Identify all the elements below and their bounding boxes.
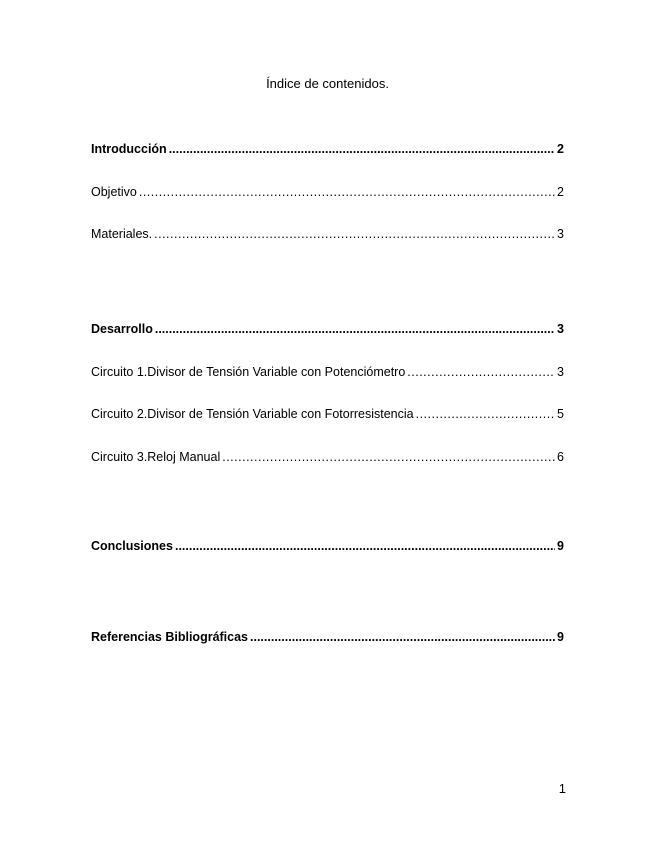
toc-leader-dots [250,629,555,645]
toc-entry-desarrollo[interactable] [91,321,564,337]
toc-leader-dots [139,184,555,200]
toc-entry-objetivo[interactable] [91,184,564,200]
toc-entry-circuito-1[interactable] [91,364,564,380]
toc-entry-page: 9 [557,539,564,553]
toc-leader-dots [407,364,555,380]
toc-entry-page: 3 [557,322,564,336]
toc-leader-dots [169,141,555,157]
toc-leader-dots [416,406,555,422]
page-number: 1 [558,781,566,796]
toc-entry-introduccion[interactable] [91,141,564,157]
toc-entry-referencias[interactable] [91,629,564,645]
page-title: Índice de contenidos. [266,76,389,91]
toc-leader-dots [175,538,555,554]
toc-entry-text: Circuito 1.Divisor de Tensión Variable con Potenciómetro [91,365,406,379]
toc-entry-circuito-3[interactable] [91,449,564,465]
toc-entry-conclusiones[interactable] [91,538,564,554]
toc-entry-text: Materiales. [91,227,153,241]
toc-leader-dots [154,226,555,242]
toc-entry-circuito-2[interactable] [91,406,564,422]
toc-entry-page: 6 [557,450,564,464]
toc-entry-text: Desarrollo [91,322,153,336]
toc-entry-page: 3 [557,227,564,241]
toc-entry-text: Circuito 3.Reloj Manual [91,450,221,464]
toc-entry-text: Referencias Bibliográficas [91,630,249,644]
toc-entry-page: 3 [557,365,564,379]
toc-entry-materiales[interactable] [91,226,564,242]
toc-leader-dots [222,449,555,465]
toc-entry-page: 9 [557,630,564,644]
toc-entry-page: 2 [557,185,564,199]
toc-entry-page: 2 [557,142,564,156]
toc-entry-text: Introducción [91,142,167,156]
toc-entry-page: 5 [557,407,564,421]
toc-entry-text: Conclusiones [91,539,173,553]
toc-entry-text: Circuito 2.Divisor de Tensión Variable con Fotorresistencia [91,407,414,421]
toc-entry-text: Objetivo [91,185,137,199]
toc-leader-dots [155,321,555,337]
